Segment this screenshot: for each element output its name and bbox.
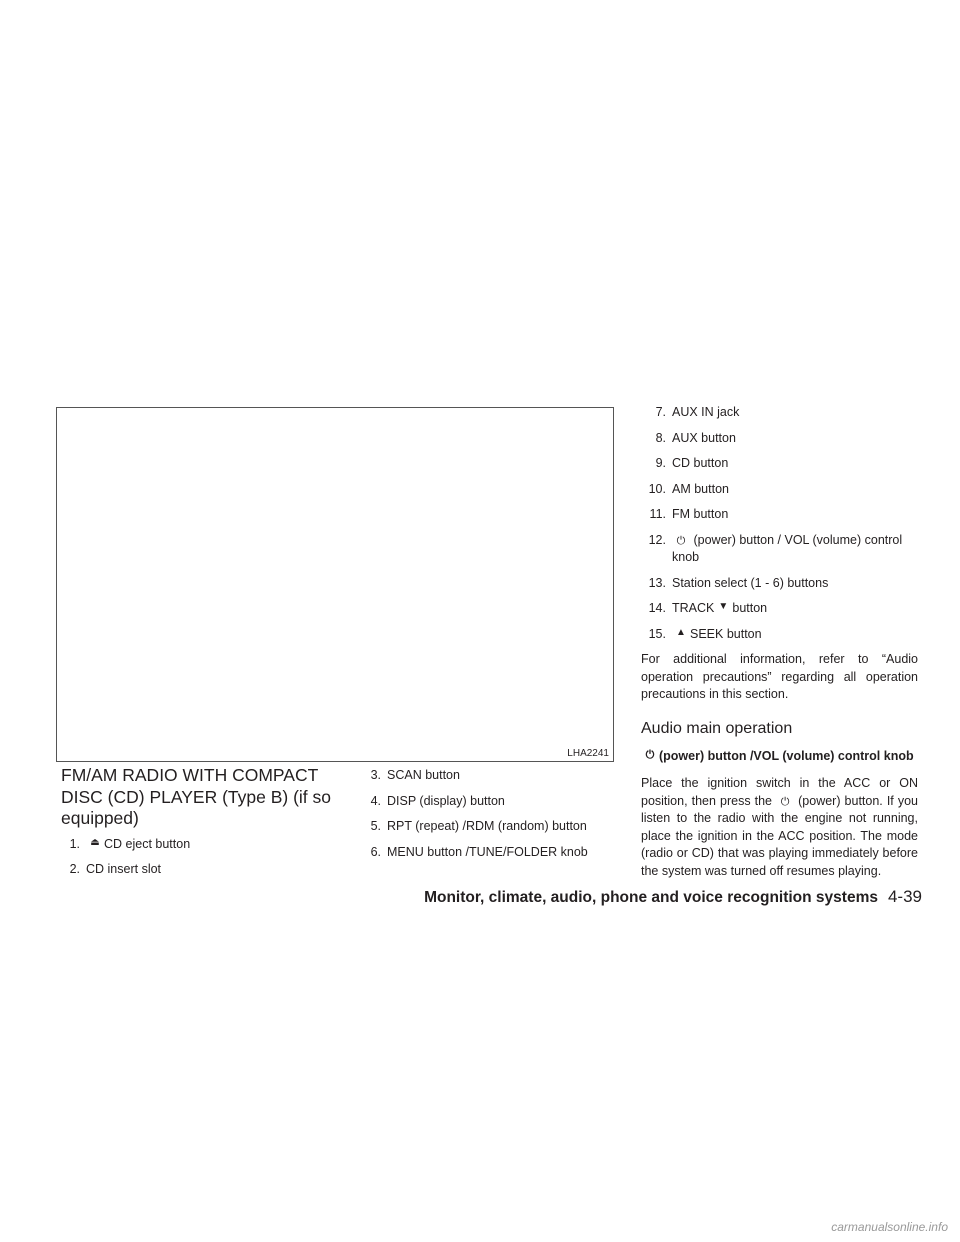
column-2 — [356, 767, 606, 869]
list-item: 6. MENU button /TUNE/FOLDER knob — [370, 844, 588, 859]
list-item: 10. AM button — [648, 481, 729, 496]
power-icon: ⏻ — [645, 748, 655, 761]
list-item: 14. TRACK ▼ button — [641, 600, 918, 618]
figure-code: LHA2241 — [567, 748, 609, 759]
page-footer — [424, 887, 922, 907]
list-item: 8. AUX button — [655, 430, 736, 445]
footer-section: Monitor, climate, audio, phone and voice recognition systems — [424, 889, 878, 906]
triangle-down-icon: ▼ — [718, 601, 729, 612]
watermark: carmanualsonline.info — [831, 1220, 948, 1234]
subsection-label: ⏻ (power) button /VOL (volume) control knob — [641, 748, 918, 766]
list-item: 3. SCAN button — [370, 768, 460, 782]
list-item: 1. ⏏ CD eject button — [61, 836, 331, 854]
list-item: 11. FM button — [649, 507, 729, 521]
power-icon: ⏻ — [676, 534, 686, 547]
subsection-title: Audio main operation — [641, 719, 793, 737]
operation-paragraph: Place the ignition switch in the ACC or ON position, then press the ⏻ (power) button. If you listen to the radio with the engine not running, place the ignition in the ACC position. The mode (radio or CD) that was playing immediately before the system was turned off resumes playing. — [641, 776, 918, 878]
page-number: 4-39 — [887, 887, 922, 906]
list-item: 7. AUX IN jack — [655, 405, 740, 419]
list-item: 4. DISP (display) button — [370, 793, 505, 808]
section-title: FM/AM RADIO WITH COMPACT DISC (CD) PLAYER (Type B) (if so equipped) — [61, 765, 332, 829]
list-item: 15. ▲ SEEK button — [641, 626, 918, 644]
eject-icon: ⏏ — [90, 836, 100, 848]
list-item: 13. Station select (1 - 6) buttons — [648, 575, 829, 590]
list-item: 9. CD button — [655, 456, 729, 470]
note-paragraph: For additional information, refer to “Audio operation precautions” regarding all operation precautions in this section. — [641, 652, 918, 701]
list-item: 5. RPT (repeat) /RDM (random) button — [370, 819, 587, 833]
column-1 — [61, 765, 331, 887]
column-3 — [641, 404, 918, 890]
figure-placeholder — [56, 407, 614, 762]
triangle-up-icon: ▲ — [676, 626, 686, 638]
list-item: 12. ⏻ (power) button / VOL (volume) control knob — [648, 532, 903, 564]
list-item: 2. CD insert slot — [69, 862, 162, 877]
power-icon: ⏻ — [780, 795, 790, 808]
